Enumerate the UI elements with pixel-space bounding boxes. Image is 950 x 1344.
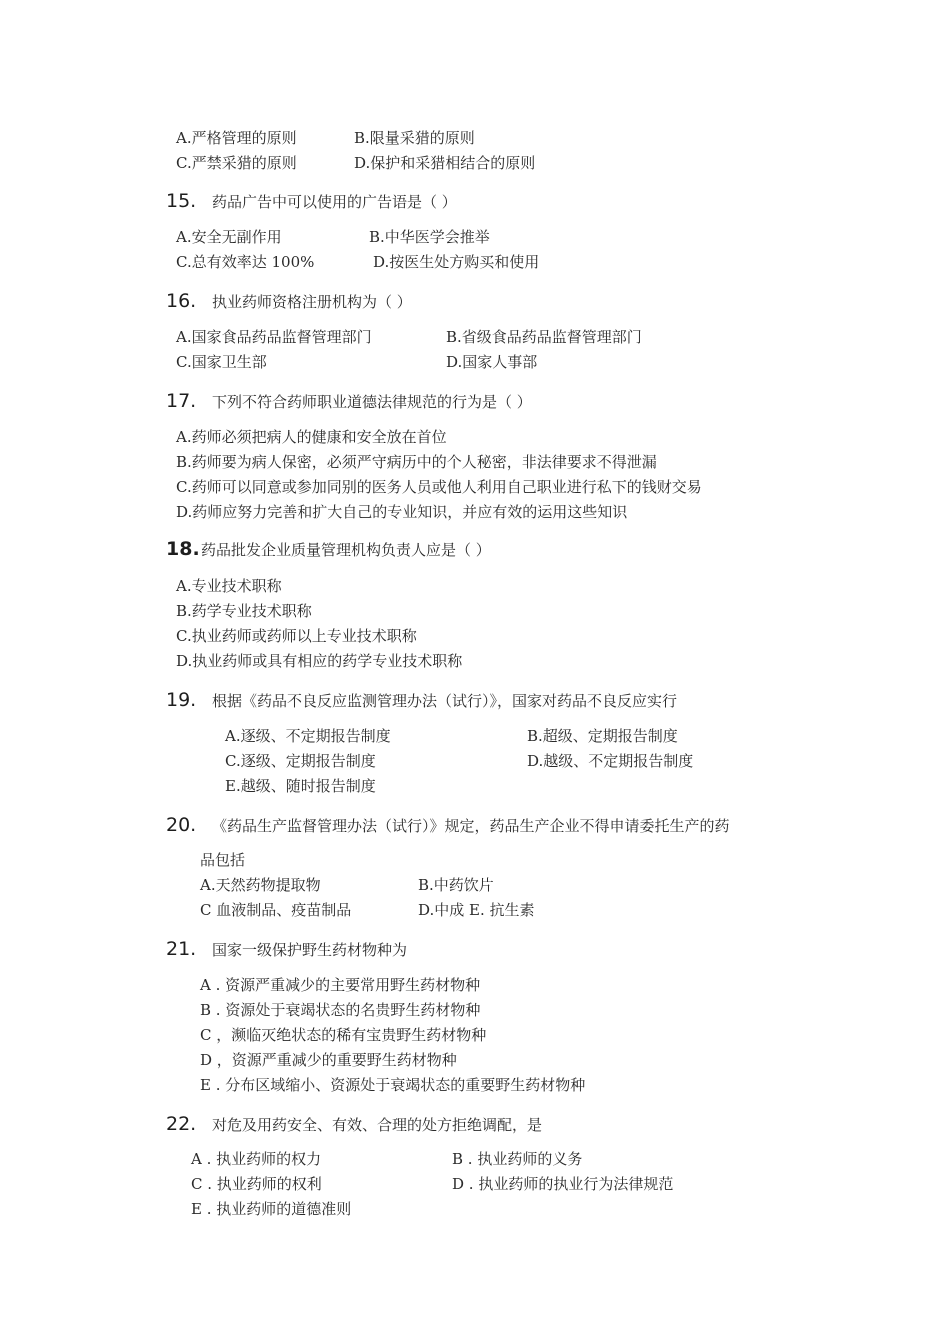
question-text: 国家一级保护野生药材物种为 [212,941,408,959]
question-text: 下列不符合药师职业道德法律规范的行为是（ ） [212,393,532,411]
q15-option-d: D.按医生处方购买和使用 [373,253,540,271]
q18-option-d: D.执业药师或具有相应的药学专业技术职称 [176,652,463,670]
q16-option-c: C.国家卫生部 [176,353,267,371]
q17-option-d: D.药师应努力完善和扩大自己的专业知识，并应有效的运用这些知识 [176,503,628,521]
question-text-continued: 品包括 [200,851,246,869]
question-number: 17. [166,390,197,412]
question-number: 16. [166,290,197,312]
question-text: 对危及用药安全、有效、合理的处方拒绝调配，是 [212,1116,543,1134]
q22-option-a: A . 执业药师的权力 [191,1150,322,1168]
q18-option-a: A.专业技术职称 [176,577,282,595]
question-number: 20. [166,814,197,836]
q22-option-e: E . 执业药师的道德准则 [191,1200,352,1218]
question-text: 药品批发企业质量管理机构负责人应是（ ） [201,541,491,559]
q14-option-b: B.限量采猎的原则 [354,129,475,147]
q20-option-d: D.中成 E. 抗生素 [418,901,535,919]
q16-option-a: A.国家食品药品监督管理部门 [176,328,372,346]
q22-option-c: C . 执业药师的权利 [191,1175,322,1193]
question-text: 根据《药品不良反应监测管理办法（试行）》，国家对药品不良反应实行 [212,692,678,710]
q14-option-c: C.严禁采猎的原则 [176,154,297,172]
question-number: 21. [166,938,197,960]
q20-option-b: B.中药饮片 [418,876,494,894]
question-text: 《药品生产监督管理办法（试行）》规定，药品生产企业不得申请委托生产的药 [212,817,730,835]
question-number: 22. [166,1113,197,1135]
q19-option-b: B.超级、定期报告制度 [527,727,678,745]
q19-option-a: A.逐级、不定期报告制度 [225,727,391,745]
q21-option-a: A . 资源严重减少的主要常用野生药材物种 [200,976,481,994]
q18-option-c: C.执业药师或药师以上专业技术职称 [176,627,417,645]
q16-option-d: D.国家人事部 [446,353,538,371]
q21-option-c: C ，濒临灭绝状态的稀有宝贵野生药材物种 [200,1026,487,1044]
question-number: 19. [166,689,197,711]
question-number: 18. [166,538,200,560]
q17-option-c: C.药师可以同意或参加同别的医务人员或他人利用自己职业进行私下的钱财交易 [176,478,702,496]
q20-option-c: C 血液制品、疫苗制品 [200,901,352,919]
question-number: 15. [166,190,197,212]
q15-option-c: C.总有效率达 100% [176,253,315,271]
question-text: 药品广告中可以使用的广告语是（ ） [212,193,457,211]
q15-option-b: B.中华医学会推举 [369,228,490,246]
q19-option-c: C.逐级、定期报告制度 [225,752,376,770]
q18-option-b: B.药学专业技术职称 [176,602,312,620]
q21-option-d: D ，资源严重减少的重要野生药材物种 [200,1051,457,1069]
q14-option-a: A.严格管理的原则 [176,129,297,147]
q21-option-e: E . 分布区域缩小、资源处于衰竭状态的重要野生药材物种 [200,1076,586,1094]
q15-option-a: A.安全无副作用 [176,228,282,246]
q20-option-a: A.天然药物提取物 [200,876,321,894]
q19-option-d: D.越级、不定期报告制度 [527,752,694,770]
q17-option-b: B.药师要为病人保密，必须严守病历中的个人秘密，非法律要求不得泄漏 [176,453,657,471]
question-text: 执业药师资格注册机构为（ ） [212,293,412,311]
q14-option-d: D.保护和采猎相结合的原则 [354,154,536,172]
q21-option-b: B . 资源处于衰竭状态的名贵野生药材物种 [200,1001,481,1019]
q16-option-b: B.省级食品药品监督管理部门 [446,328,642,346]
q22-option-b: B . 执业药师的义务 [452,1150,583,1168]
q17-option-a: A.药师必须把病人的健康和安全放在首位 [176,428,447,446]
q19-option-e: E.越级、随时报告制度 [225,777,376,795]
q22-option-d: D . 执业药师的执业行为法律规范 [452,1175,674,1193]
